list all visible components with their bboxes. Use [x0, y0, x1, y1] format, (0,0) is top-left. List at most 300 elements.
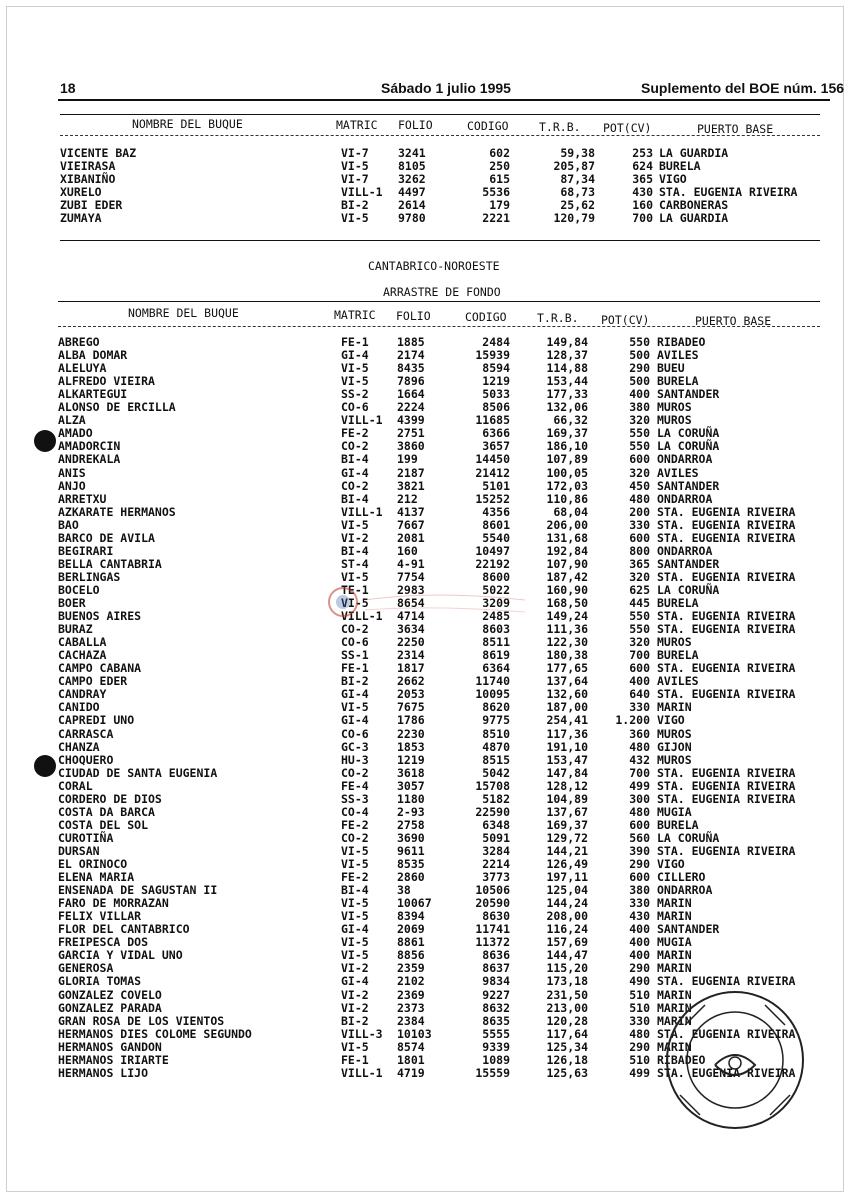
- potencia-cell: 510: [629, 1052, 650, 1067]
- puerto-base-cell: MUROS: [657, 400, 692, 415]
- matricula-cell: VI-5: [341, 935, 369, 950]
- vessel-name-cell: ZUBI EDER: [60, 198, 123, 212]
- potencia-cell: 480: [629, 739, 650, 754]
- codigo-cell: 2484: [482, 335, 510, 349]
- matricula-cell: VI-5: [341, 909, 369, 924]
- trb-cell: 186,10: [546, 439, 588, 454]
- codigo-cell: 15252: [475, 491, 510, 506]
- potencia-cell: 510: [629, 1000, 650, 1015]
- matricula-cell: VI-2: [341, 961, 369, 976]
- matricula-cell: GI-4: [341, 348, 369, 363]
- matricula-cell: BI-2: [341, 1013, 369, 1028]
- vessel-name-cell: BOER: [58, 596, 86, 610]
- puerto-base-cell: STA. EUGENIA RIVEIRA: [657, 517, 796, 532]
- folio-cell: 3618: [397, 765, 425, 780]
- matricula-cell: VILL-1: [341, 609, 383, 624]
- folio-cell: 8394: [397, 909, 425, 924]
- folio-cell: 4399: [397, 413, 425, 428]
- vessel-name-cell: AMADORCIN: [58, 439, 121, 454]
- trb-cell: 213,00: [546, 1000, 588, 1015]
- potencia-cell: 400: [629, 387, 650, 402]
- vessel-name-cell: CABALLA: [58, 635, 107, 650]
- vessel-name-cell: ELENA MARIA: [58, 870, 135, 885]
- matricula-cell: BI-2: [341, 674, 369, 689]
- table-row: [0, 401, 852, 414]
- puerto-base-cell: BURELA: [659, 159, 701, 173]
- folio-cell: 3057: [397, 778, 425, 793]
- trb-cell: 205,87: [553, 159, 595, 173]
- potencia-cell: 700: [629, 648, 650, 663]
- folio-cell: 2369: [397, 987, 425, 1002]
- codigo-cell: 602: [489, 146, 510, 160]
- folio-cell: 4719: [397, 1065, 425, 1080]
- puerto-base-cell: ONDARROA: [657, 883, 713, 898]
- vessel-name-cell: FREIPESCA DOS: [58, 935, 149, 950]
- puerto-base-cell: STA. EUGENIA RIVEIRA: [657, 622, 796, 637]
- puerto-base-cell: MARIN: [657, 700, 692, 715]
- puerto-base-cell: STA. EUGENIA RIVEIRA: [657, 1026, 796, 1041]
- folio-cell: 1180: [397, 791, 425, 806]
- folio-cell: 8654: [397, 596, 425, 610]
- trb-cell: 110,86: [546, 491, 588, 506]
- table1-bottom-rule: [60, 240, 820, 241]
- matricula-cell: GI-4: [341, 465, 369, 480]
- matricula-cell: VI-5: [341, 361, 369, 376]
- matricula-cell: VI-5: [341, 211, 369, 225]
- trb-cell: 191,10: [546, 739, 588, 754]
- folio-cell: 7896: [397, 374, 425, 389]
- trb-cell: 197,11: [546, 870, 588, 885]
- trb-cell: 120,79: [553, 211, 595, 225]
- codigo-cell: 615: [489, 172, 510, 186]
- folio-cell: 1664: [397, 387, 425, 402]
- matricula-cell: CO-2: [341, 478, 369, 493]
- table-row: [0, 427, 852, 440]
- puerto-base-cell: BUEU: [657, 361, 685, 376]
- folio-cell: 1801: [397, 1052, 425, 1067]
- matricula-cell: GI-4: [341, 974, 369, 989]
- trb-cell: 122,30: [546, 635, 588, 650]
- potencia-cell: 290: [629, 361, 650, 376]
- table-row: [0, 545, 852, 558]
- potencia-cell: 480: [629, 1026, 650, 1041]
- table-row: [0, 467, 852, 480]
- folio-cell: 7754: [397, 569, 425, 584]
- folio-cell: 2751: [397, 426, 425, 441]
- puerto-base-cell: LA CORUÑA: [657, 830, 720, 845]
- matricula-cell: VI-5: [341, 159, 369, 173]
- vessel-name-cell: VIEIRASA: [60, 159, 116, 173]
- potencia-cell: 480: [629, 491, 650, 506]
- folio-cell: 7675: [397, 700, 425, 715]
- folio-cell: 199: [397, 452, 418, 467]
- table2-top-rule: [58, 301, 820, 302]
- trb-cell: 129,72: [546, 830, 588, 845]
- vessel-name-cell: HERMANOS DIES COLOME SEGUNDO: [58, 1026, 252, 1041]
- codigo-cell: 8510: [482, 726, 510, 741]
- puerto-base-cell: RIBADEO: [657, 1052, 706, 1067]
- trb-cell: 208,00: [546, 909, 588, 924]
- folio-cell: 10067: [397, 896, 432, 911]
- table-row: [0, 453, 852, 466]
- puerto-base-cell: MARIN: [657, 896, 692, 911]
- trb-cell: 59,38: [560, 146, 595, 160]
- trb-cell: 68,04: [553, 504, 588, 519]
- trb-cell: 132,60: [546, 687, 588, 702]
- matricula-cell: VILL-3: [341, 1026, 383, 1041]
- matricula-cell: CO-2: [341, 439, 369, 454]
- puerto-base-cell: MARIN: [657, 961, 692, 976]
- folio-cell: 9611: [397, 843, 425, 858]
- puerto-base-cell: STA. EUGENIA RIVEIRA: [657, 530, 796, 545]
- vessel-name-cell: ANDREKALA: [58, 452, 121, 467]
- codigo-cell: 8636: [482, 948, 510, 963]
- table-row: [0, 375, 852, 388]
- trb-cell: 153,47: [546, 752, 588, 767]
- section-type: ARRASTRE DE FONDO: [383, 285, 501, 299]
- trb-cell: 115,20: [546, 961, 588, 976]
- codigo-cell: 22192: [475, 556, 510, 571]
- folio-cell: 2250: [397, 635, 425, 650]
- matricula-cell: BI-2: [341, 198, 369, 212]
- puerto-base-cell: SANTANDER: [657, 922, 720, 937]
- potencia-cell: 200: [629, 504, 650, 519]
- folio-cell: 8574: [397, 1039, 425, 1054]
- puerto-base-cell: CILLERO: [657, 870, 706, 885]
- puerto-base-cell: STA. EUGENIA RIVEIRA: [657, 609, 796, 624]
- puerto-base-cell: AVILES: [657, 465, 699, 480]
- codigo-cell: 8630: [482, 909, 510, 924]
- trb-cell: 173,18: [546, 974, 588, 989]
- folio-cell: 8435: [397, 361, 425, 376]
- puerto-base-cell: GIJON: [657, 739, 692, 754]
- potencia-cell: 253: [632, 146, 653, 160]
- trb-cell: 157,69: [546, 935, 588, 950]
- potencia-cell: 400: [629, 935, 650, 950]
- vessel-name-cell: DURSAN: [58, 843, 100, 858]
- codigo-cell: 6348: [482, 817, 510, 832]
- vessel-name-cell: GLORIA TOMAS: [58, 974, 142, 989]
- trb-cell: 117,64: [546, 1026, 588, 1041]
- matricula-cell: VILL-1: [341, 1065, 383, 1080]
- trb-cell: 149,84: [546, 335, 588, 349]
- vessel-name-cell: ANJO: [58, 478, 86, 493]
- potencia-cell: 450: [629, 478, 650, 493]
- table-row: [0, 767, 852, 780]
- potencia-cell: 365: [632, 172, 653, 186]
- vessel-name-cell: ARRETXU: [58, 491, 107, 506]
- vessel-name-cell: FELIX VILLAR: [58, 909, 142, 924]
- codigo-cell: 2221: [482, 211, 510, 225]
- table-row: [0, 741, 852, 754]
- folio-cell: 38: [397, 883, 411, 898]
- codigo-cell: 15559: [475, 1065, 510, 1080]
- codigo-cell: 8603: [482, 622, 510, 637]
- section-region: CANTABRICO-NOROESTE: [368, 259, 500, 273]
- codigo-cell: 2485: [482, 609, 510, 624]
- puerto-base-cell: STA. EUGENIA RIVEIRA: [657, 687, 796, 702]
- vessel-name-cell: BOCELO: [58, 582, 100, 597]
- table1-dashed-rule: [60, 135, 820, 136]
- table2-col-trb: T.R.B.: [537, 311, 579, 325]
- potencia-cell: 550: [629, 609, 650, 624]
- matricula-cell: GI-4: [341, 713, 369, 728]
- potencia-cell: 320: [629, 413, 650, 428]
- vessel-name-cell: ALBA DOMAR: [58, 348, 128, 363]
- vessel-name-cell: ALELUYA: [58, 361, 107, 376]
- folio-cell: 10103: [397, 1026, 432, 1041]
- codigo-cell: 8506: [482, 400, 510, 415]
- potencia-cell: 499: [629, 1065, 650, 1080]
- trb-cell: 104,89: [546, 791, 588, 806]
- folio-cell: 2614: [398, 198, 426, 212]
- folio-cell: 2053: [397, 687, 425, 702]
- table-row: [0, 662, 852, 675]
- puerto-base-cell: SANTANDER: [657, 556, 720, 571]
- potencia-cell: 320: [629, 569, 650, 584]
- codigo-cell: 3209: [482, 596, 510, 610]
- folio-cell: 2758: [397, 817, 425, 832]
- page-number: 18: [60, 80, 76, 96]
- matricula-cell: VI-5: [341, 700, 369, 715]
- matricula-cell: VI-5: [341, 596, 369, 610]
- matricula-cell: VI-5: [341, 843, 369, 858]
- vessel-name-cell: HERMANOS IRIARTE: [58, 1052, 169, 1067]
- trb-cell: 177,33: [546, 387, 588, 402]
- vessel-name-cell: GRAN ROSA DE LOS VIENTOS: [58, 1013, 225, 1028]
- codigo-cell: 10506: [475, 883, 510, 898]
- vessel-name-cell: COSTA DA BARCA: [58, 804, 155, 819]
- puerto-base-cell: MUROS: [657, 726, 692, 741]
- table2-col-pot: POT(CV): [601, 313, 650, 327]
- codigo-cell: 4356: [482, 504, 510, 519]
- trb-cell: 254,41: [546, 713, 588, 728]
- potencia-cell: 330: [629, 896, 650, 911]
- vessel-name-cell: CHANZA: [58, 739, 100, 754]
- codigo-cell: 9775: [482, 713, 510, 728]
- table2-col-name: NOMBRE DEL BUQUE: [128, 306, 239, 320]
- folio-cell: 2081: [397, 530, 425, 545]
- puerto-base-cell: MUROS: [657, 413, 692, 428]
- potencia-cell: 300: [629, 791, 650, 806]
- table-row: [0, 480, 852, 493]
- potencia-cell: 600: [629, 452, 650, 467]
- trb-cell: 125,34: [546, 1039, 588, 1054]
- trb-cell: 147,84: [546, 765, 588, 780]
- codigo-cell: 9339: [482, 1039, 510, 1054]
- puerto-base-cell: BURELA: [657, 648, 699, 663]
- codigo-cell: 250: [489, 159, 510, 173]
- vessel-name-cell: CHOQUERO: [58, 752, 114, 767]
- folio-cell: 160: [397, 543, 418, 558]
- matricula-cell: CO-2: [341, 765, 369, 780]
- codigo-cell: 5555: [482, 1026, 510, 1041]
- vessel-name-cell: CARRASCA: [58, 726, 114, 741]
- vessel-name-cell: GONZALEZ COVELO: [58, 987, 162, 1002]
- potencia-cell: 290: [629, 961, 650, 976]
- vessel-name-cell: ALZA: [58, 413, 86, 428]
- vessel-name-cell: VICENTE BAZ: [60, 146, 137, 160]
- matricula-cell: VI-5: [341, 857, 369, 871]
- folio-cell: 3821: [397, 478, 425, 493]
- vessel-name-cell: XIBANIÑO: [60, 172, 116, 186]
- vessel-name-cell: ALKARTEGUI: [58, 387, 128, 402]
- vessel-name-cell: CORDERO DE DIOS: [58, 791, 162, 806]
- folio-cell: 4137: [397, 504, 425, 519]
- potencia-cell: 640: [629, 687, 650, 702]
- vessel-name-cell: BEGIRARI: [58, 543, 114, 558]
- puerto-base-cell: LA CORUÑA: [657, 582, 720, 597]
- trb-cell: 66,32: [553, 413, 588, 428]
- table-row: [0, 754, 852, 767]
- matricula-cell: FE-1: [341, 335, 369, 349]
- table-row: [0, 212, 852, 225]
- puerto-base-cell: SANTANDER: [657, 478, 720, 493]
- vessel-name-cell: BELLA CANTABRIA: [58, 556, 162, 571]
- codigo-cell: 14450: [475, 452, 510, 467]
- table2-dashed-rule: [58, 326, 820, 327]
- vessel-name-cell: COSTA DEL SOL: [58, 817, 149, 832]
- folio-cell: 2187: [397, 465, 425, 480]
- trb-cell: 168,50: [546, 596, 588, 610]
- potencia-cell: 320: [629, 465, 650, 480]
- matricula-cell: CO-6: [341, 400, 369, 415]
- matricula-cell: CO-6: [341, 635, 369, 650]
- potencia-cell: 330: [629, 517, 650, 532]
- trb-cell: 100,05: [546, 465, 588, 480]
- folio-cell: 2359: [397, 961, 425, 976]
- potencia-cell: 625: [629, 582, 650, 597]
- vessel-name-cell: GONZALEZ PARADA: [58, 1000, 162, 1015]
- table-row: [0, 845, 852, 858]
- codigo-cell: 8600: [482, 569, 510, 584]
- folio-cell: 2860: [397, 870, 425, 885]
- table2-col-puerto: PUERTO BASE: [695, 314, 772, 328]
- table-row: [0, 362, 852, 375]
- table-row: [0, 858, 852, 871]
- trb-cell: 68,73: [560, 185, 595, 199]
- puerto-base-cell: SANTANDER: [657, 387, 720, 402]
- codigo-cell: 8635: [482, 1013, 510, 1028]
- vessel-name-cell: CANIDO: [58, 700, 100, 715]
- puerto-base-cell: AVILES: [657, 674, 699, 689]
- matricula-cell: TE-1: [341, 582, 369, 597]
- publication-title: Suplemento del BOE núm. 156: [641, 80, 845, 96]
- codigo-cell: 1089: [482, 1052, 510, 1067]
- puerto-base-cell: ONDARROA: [657, 452, 713, 467]
- potencia-cell: 600: [629, 661, 650, 676]
- trb-cell: 25,62: [560, 198, 595, 212]
- potencia-cell: 550: [629, 622, 650, 637]
- codigo-cell: 1219: [482, 374, 510, 389]
- trb-cell: 126,49: [546, 857, 588, 871]
- trb-cell: 144,24: [546, 896, 588, 911]
- trb-cell: 125,63: [546, 1065, 588, 1080]
- table1-top-rule: [60, 114, 820, 115]
- puerto-base-cell: LA GUARDIA: [659, 211, 729, 225]
- seal-stamp: [655, 985, 815, 1135]
- codigo-cell: 10095: [475, 687, 510, 702]
- vessel-name-cell: GARCIA Y VIDAL UNO: [58, 948, 183, 963]
- table-row: [0, 910, 852, 923]
- folio-cell: 2983: [397, 582, 425, 597]
- table-row: [0, 336, 852, 349]
- codigo-cell: 8594: [482, 361, 510, 376]
- table1-col-codigo: CODIGO: [467, 119, 509, 133]
- codigo-cell: 6364: [482, 661, 510, 676]
- matricula-cell: SS-2: [341, 387, 369, 402]
- matricula-cell: VI-5: [341, 374, 369, 389]
- puerto-base-cell: MARIN: [657, 909, 692, 924]
- potencia-cell: 500: [629, 374, 650, 389]
- puerto-base-cell: MARIN: [657, 1013, 692, 1028]
- table1-col-matric: MATRIC: [336, 118, 378, 132]
- codigo-cell: 11740: [475, 674, 510, 689]
- codigo-cell: 6366: [482, 426, 510, 441]
- matricula-cell: VILL-1: [341, 504, 383, 519]
- table-row: [0, 147, 852, 160]
- matricula-cell: VI-5: [341, 948, 369, 963]
- table1-col-trb: T.R.B.: [539, 120, 581, 134]
- codigo-cell: 8511: [482, 635, 510, 650]
- matricula-cell: SS-1: [341, 648, 369, 663]
- folio-cell: 4714: [397, 609, 425, 624]
- vessel-name-cell: BURAZ: [58, 622, 93, 637]
- potencia-cell: 800: [629, 543, 650, 558]
- folio-cell: 2314: [397, 648, 425, 663]
- vessel-name-cell: XURELO: [60, 185, 102, 199]
- matricula-cell: BI-4: [341, 883, 369, 898]
- vessel-name-cell: ZUMAYA: [60, 211, 102, 225]
- matricula-cell: FE-2: [341, 426, 369, 441]
- folio-cell: 8861: [397, 935, 425, 950]
- puerto-base-cell: STA. EUGENIA RIVEIRA: [657, 1065, 796, 1080]
- codigo-cell: 5033: [482, 387, 510, 402]
- table-row: [0, 532, 852, 545]
- codigo-cell: 4870: [482, 739, 510, 754]
- potencia-cell: 400: [629, 674, 650, 689]
- codigo-cell: 179: [489, 198, 510, 212]
- vessel-name-cell: BERLINGAS: [58, 569, 121, 584]
- table-row: [0, 806, 852, 819]
- trb-cell: 128,12: [546, 778, 588, 793]
- potencia-cell: 430: [632, 185, 653, 199]
- vessel-name-cell: ALFREDO VIEIRA: [58, 374, 155, 389]
- vessel-name-cell: HERMANOS GANDON: [58, 1039, 162, 1054]
- codigo-cell: 2214: [482, 857, 510, 871]
- folio-cell: 2174: [397, 348, 425, 363]
- vessel-name-cell: CANDRAY: [58, 687, 107, 702]
- table-row: [0, 493, 852, 506]
- potencia-cell: 400: [629, 922, 650, 937]
- vessel-name-cell: CUROTIÑA: [58, 830, 114, 845]
- table-row: [0, 949, 852, 962]
- matricula-cell: ST-4: [341, 556, 369, 571]
- table-row: [0, 519, 852, 532]
- table-row: [0, 160, 852, 173]
- trb-cell: 144,21: [546, 843, 588, 858]
- trb-cell: 107,89: [546, 452, 588, 467]
- codigo-cell: 3773: [482, 870, 510, 885]
- table-row: [0, 780, 852, 793]
- potencia-cell: 500: [629, 348, 650, 363]
- codigo-cell: 11685: [475, 413, 510, 428]
- matricula-cell: CO-6: [341, 726, 369, 741]
- trb-cell: 187,00: [546, 700, 588, 715]
- potencia-cell: 330: [629, 1013, 650, 1028]
- matricula-cell: CO-4: [341, 804, 369, 819]
- potencia-cell: 550: [629, 335, 650, 349]
